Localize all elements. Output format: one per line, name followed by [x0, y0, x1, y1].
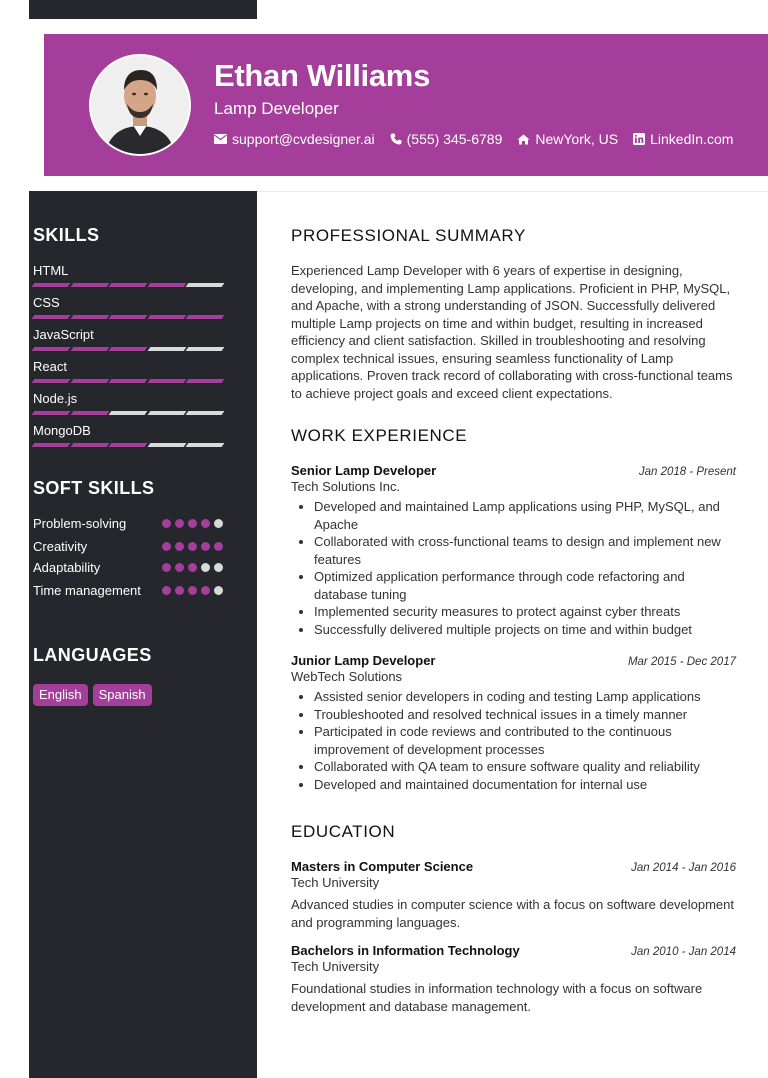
- rating-dot-filled: [162, 563, 171, 572]
- skill-segment-filled: [70, 443, 108, 447]
- candidate-role: Lamp Developer: [214, 99, 339, 118]
- envelope-icon: [214, 134, 227, 144]
- linkedin-icon: [633, 133, 645, 145]
- school-name: Tech University: [291, 959, 380, 974]
- skill-segment-empty: [147, 347, 185, 351]
- skill-segment-empty: [186, 443, 224, 447]
- skill-name: MongoDB: [33, 423, 91, 438]
- rating-dot-filled: [175, 586, 184, 595]
- rating-dot-filled: [188, 542, 197, 551]
- contact-linkedin-text: LinkedIn.com: [650, 131, 734, 147]
- home-icon: [517, 134, 530, 145]
- rating-dot-filled: [201, 542, 210, 551]
- rating-dot-filled: [162, 519, 171, 528]
- job-bullet: • Developed and maintained Lamp applications using PHP, MySQL, and Apache: [314, 498, 736, 533]
- soft-skills-title: SOFT SKILLS: [33, 478, 155, 498]
- job-bullet: • Optimized application performance through code refactoring and database tuning: [314, 568, 736, 603]
- degree-description: Advanced studies in computer science with a focus on software development and programming languages.: [291, 897, 734, 930]
- degree-title: Masters in Computer Science: [291, 859, 474, 874]
- skill-segment-empty: [109, 411, 147, 415]
- degree-title: Bachelors in Information Technology: [291, 943, 520, 958]
- skill-segment-filled: [147, 283, 185, 287]
- rating-dot-empty: [214, 563, 223, 572]
- language-badge: Spanish: [93, 684, 152, 706]
- degree-description: Foundational studies in information technology with a focus on software development and database management.: [291, 981, 703, 1014]
- soft-skill-item: [33, 538, 223, 555]
- job-bullet: • Implemented security measures to protect against cyber threats: [314, 603, 736, 621]
- soft-skill-name: Adaptability: [33, 560, 101, 575]
- skill-item: [33, 423, 223, 447]
- rating-dot-filled: [162, 542, 171, 551]
- job-entry: [291, 463, 736, 638]
- job-bullet: • Successfully delivered multiple projects on time and within budget: [314, 621, 736, 639]
- contact-email-text: support@cvdesigner.ai: [232, 131, 375, 147]
- skill-segment-filled: [186, 379, 224, 383]
- skill-bar: [33, 315, 223, 319]
- soft-skill-rating: [162, 582, 223, 599]
- soft-skill-item: [33, 582, 223, 599]
- job-bullet: • Collaborated with cross-functional teams to design and implement new features: [314, 533, 736, 568]
- profile-photo: [89, 54, 191, 156]
- skill-segment-filled: [147, 315, 185, 319]
- skill-segment-filled: [70, 379, 108, 383]
- skill-segment-empty: [147, 411, 185, 415]
- phone-icon: [390, 133, 402, 145]
- skill-segment-filled: [109, 379, 147, 383]
- soft-skill-item: [33, 559, 223, 576]
- skills-title: SKILLS: [33, 225, 100, 245]
- rating-dot-filled: [201, 519, 210, 528]
- contact-location-text: NewYork, US: [535, 131, 619, 147]
- skill-name: React: [33, 359, 67, 374]
- skill-bar: [33, 411, 223, 415]
- skill-segment-filled: [109, 315, 147, 319]
- skill-segment-empty: [186, 411, 224, 415]
- skill-segment-filled: [70, 315, 108, 319]
- skill-segment-filled: [109, 283, 147, 287]
- job-title: Senior Lamp Developer: [291, 463, 437, 478]
- job-company: Tech Solutions Inc.: [291, 479, 401, 494]
- contact-list: [214, 131, 733, 147]
- contact-email[interactable]: [214, 131, 375, 147]
- education-entry: [291, 859, 736, 931]
- skill-bar: [33, 379, 223, 383]
- skill-item: [33, 327, 223, 351]
- job-bullet: • Troubleshooted and resolved technical issues in a timely manner: [314, 706, 736, 724]
- rating-dot-filled: [188, 563, 197, 572]
- rating-dot-filled: [214, 542, 223, 551]
- education-title: EDUCATION: [291, 822, 396, 841]
- rating-dot-empty: [214, 519, 223, 528]
- skill-item: [33, 359, 223, 383]
- skill-segment-filled: [70, 411, 108, 415]
- rating-dot-filled: [201, 586, 210, 595]
- skill-segment-filled: [32, 379, 70, 383]
- job-bullet: • Collaborated with QA team to ensure software quality and reliability: [314, 758, 736, 776]
- skill-segment-filled: [32, 283, 70, 287]
- rating-dot-filled: [188, 586, 197, 595]
- soft-skill-item: [33, 515, 223, 532]
- skill-segment-filled: [186, 315, 224, 319]
- skill-item: [33, 295, 223, 319]
- skill-bar: [33, 347, 223, 351]
- skill-segment-empty: [147, 443, 185, 447]
- soft-skill-rating: [162, 559, 223, 576]
- job-bullets: [291, 688, 736, 793]
- skill-segment-filled: [147, 379, 185, 383]
- school-name: Tech University: [291, 875, 380, 890]
- summary-text: Experienced Lamp Developer with 6 years of expertise in designing, developing, and implementing Lamp applications. Proficient in PHP, MySQL, and Apache, with a strong understanding of JSON. Successfully delivered multiple Lamp projects on time and within budget, resulting in increased efficiency and client satisfaction. Skilled in troubleshooting and resolving complex technical issues, ensuring seamless functionality of Lamp applications. Proven track record of collaborating with cross-functional teams to achieve project goals and exceed client expectations.: [291, 263, 733, 401]
- rating-dot-filled: [188, 519, 197, 528]
- skill-name: HTML: [33, 263, 69, 278]
- skill-segment-filled: [32, 411, 70, 415]
- skill-segment-filled: [32, 315, 70, 319]
- skill-bar: [33, 283, 223, 287]
- skill-segment-empty: [186, 283, 224, 287]
- skill-name: Node.js: [33, 391, 78, 406]
- skill-segment-filled: [32, 443, 70, 447]
- skill-segment-filled: [70, 347, 108, 351]
- skill-bar: [33, 443, 223, 447]
- skill-item: [33, 263, 223, 287]
- rating-dot-filled: [175, 563, 184, 572]
- rating-dot-empty: [214, 586, 223, 595]
- job-date: Mar 2015 - Dec 2017: [627, 656, 736, 668]
- contact-phone-text: (555) 345-6789: [406, 131, 503, 147]
- skill-segment-filled: [109, 443, 147, 447]
- soft-skill-rating: [162, 538, 223, 555]
- degree-date: Jan 2010 - Jan 2014: [631, 946, 736, 958]
- summary-title: PROFESSIONAL SUMMARY: [291, 226, 526, 245]
- experience-title: WORK EXPERIENCE: [291, 426, 468, 445]
- contact-linkedin[interactable]: [633, 131, 733, 147]
- rating-dot-filled: [175, 542, 184, 551]
- soft-skill-name: Time management: [33, 583, 141, 598]
- language-badge: English: [33, 684, 88, 706]
- job-bullets: [291, 498, 736, 638]
- soft-skill-rating: [162, 515, 223, 532]
- rating-dot-filled: [175, 519, 184, 528]
- job-title: Junior Lamp Developer: [291, 653, 436, 668]
- skill-segment-filled: [109, 347, 147, 351]
- skill-segment-empty: [186, 347, 224, 351]
- education-entry: [291, 943, 736, 1015]
- job-entry: [291, 653, 736, 793]
- job-bullet: • Developed and maintained documentation for internal use: [314, 776, 736, 794]
- skill-segment-filled: [32, 347, 70, 351]
- header-divider: [257, 191, 768, 192]
- job-company: WebTech Solutions: [291, 669, 403, 684]
- degree-date: Jan 2014 - Jan 2016: [631, 862, 736, 874]
- contact-location[interactable]: [517, 131, 618, 147]
- contact-phone[interactable]: [390, 131, 503, 147]
- skill-segment-filled: [70, 283, 108, 287]
- candidate-name: Ethan Williams: [214, 58, 431, 93]
- rating-dot-filled: [162, 586, 171, 595]
- skill-name: JavaScript: [33, 327, 94, 342]
- language-list: [33, 684, 152, 706]
- languages-title: LANGUAGES: [33, 645, 152, 665]
- soft-skill-name: Problem-solving: [33, 516, 127, 531]
- job-bullet: • Assisted senior developers in coding and testing Lamp applications: [314, 688, 736, 706]
- skill-name: CSS: [33, 295, 60, 310]
- rating-dot-empty: [201, 563, 210, 572]
- job-bullet: • Participated in code reviews and contributed to the continuous improvement of development processes: [314, 723, 736, 758]
- skill-item: [33, 391, 223, 415]
- job-date: Jan 2018 - Present: [638, 466, 736, 478]
- soft-skill-name: Creativity: [33, 539, 88, 554]
